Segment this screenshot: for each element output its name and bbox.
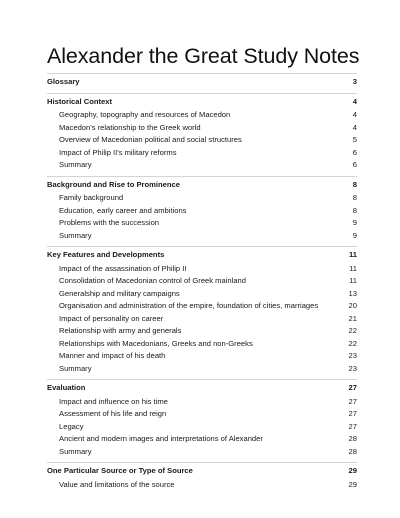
toc-entry-page-number: 21 bbox=[348, 313, 357, 323]
toc-entry-page-number: 11 bbox=[349, 263, 357, 273]
toc-entry-label: Geography, topography and resources of Macedon bbox=[59, 110, 231, 119]
toc-entry-row[interactable] bbox=[47, 396, 357, 409]
toc-entry-page-number: 9 bbox=[352, 218, 357, 227]
toc-entry-page-number: 8 bbox=[352, 193, 357, 202]
toc-entry-label: Legacy bbox=[59, 421, 84, 431]
toc-entry-row[interactable] bbox=[47, 288, 357, 301]
toc-heading-row[interactable] bbox=[47, 96, 357, 109]
toc-entry-page-number: 20 bbox=[348, 301, 357, 310]
toc-entry-row[interactable] bbox=[47, 313, 357, 326]
toc-heading-page-number: 27 bbox=[348, 383, 357, 392]
toc-entry-page-number: 22 bbox=[348, 326, 357, 335]
toc-entry-row[interactable] bbox=[47, 446, 357, 459]
toc-entry-label: Problems with the succession bbox=[59, 218, 160, 227]
toc-entry-row[interactable] bbox=[47, 134, 357, 147]
toc-section bbox=[47, 379, 357, 458]
table-of-contents bbox=[47, 73, 357, 495]
toc-entry-row[interactable] bbox=[47, 338, 357, 351]
toc-entry-label: Manner and impact of his death bbox=[59, 351, 166, 360]
toc-heading-page-number: 29 bbox=[348, 466, 357, 475]
toc-entry-page-number: 22 bbox=[348, 338, 357, 348]
toc-entry-page-number: 6 bbox=[352, 160, 357, 169]
toc-entry-row[interactable] bbox=[47, 109, 357, 122]
toc-entry-row[interactable] bbox=[47, 421, 357, 434]
toc-entry-label: Relationships with Macedonians, Greeks and non-Greeks bbox=[59, 338, 253, 348]
toc-entry-label: Impact and influence on his time bbox=[59, 396, 168, 406]
toc-entry-page-number: 23 bbox=[348, 363, 357, 373]
toc-entry-label: Macedon's relationship to the Greek world bbox=[59, 122, 201, 132]
toc-heading-row[interactable] bbox=[47, 179, 357, 192]
toc-entry-label: Generalship and military campaigns bbox=[59, 288, 180, 298]
toc-entry-page-number: 27 bbox=[348, 409, 357, 418]
toc-entry-label: Summary bbox=[59, 230, 92, 240]
toc-section bbox=[47, 93, 357, 172]
toc-entry-label: Relationship with army and generals bbox=[59, 326, 182, 335]
toc-heading-row[interactable] bbox=[47, 382, 357, 395]
toc-entry-page-number: 13 bbox=[348, 288, 357, 298]
toc-heading-label: Glossary bbox=[47, 77, 80, 86]
toc-heading-label: Background and Rise to Prominence bbox=[47, 179, 180, 189]
toc-entry-row[interactable] bbox=[47, 192, 357, 205]
toc-entry-row[interactable] bbox=[47, 408, 357, 421]
toc-entry-label: Summary bbox=[59, 446, 92, 456]
toc-section bbox=[47, 176, 357, 243]
toc-entry-page-number: 9 bbox=[352, 230, 357, 240]
toc-entry-label: Education, early career and ambitions bbox=[59, 205, 187, 215]
toc-entry-label: Summary bbox=[59, 363, 92, 373]
toc-entry-page-number: 29 bbox=[348, 479, 357, 489]
toc-entry-label: Organisation and administration of the empire, foundation of cities, marriages bbox=[59, 301, 319, 310]
toc-entry-row[interactable] bbox=[47, 433, 357, 446]
toc-heading-label: One Particular Source or Type of Source bbox=[47, 466, 193, 475]
toc-entry-page-number: 11 bbox=[349, 276, 357, 285]
toc-entry-page-number: 28 bbox=[348, 434, 357, 443]
toc-heading-label: Evaluation bbox=[47, 383, 86, 392]
toc-entry-row[interactable] bbox=[47, 147, 357, 160]
toc-heading-page-number: 8 bbox=[352, 179, 357, 189]
toc-entry-row[interactable] bbox=[47, 300, 357, 313]
toc-entry-label: Impact of personality on career bbox=[59, 313, 164, 323]
toc-entry-row[interactable] bbox=[47, 205, 357, 218]
toc-entry-page-number: 8 bbox=[352, 205, 357, 215]
toc-entry-row[interactable] bbox=[47, 217, 357, 230]
toc-entry-page-number: 27 bbox=[348, 421, 357, 431]
toc-heading-page-number: 3 bbox=[352, 77, 357, 86]
toc-entry-label: Ancient and modern images and interpretations of Alexander bbox=[59, 434, 263, 443]
toc-heading-row[interactable] bbox=[47, 465, 357, 478]
page-title: Alexander the Great Study Notes bbox=[47, 44, 360, 68]
toc-entry-page-number: 6 bbox=[352, 147, 357, 157]
toc-entry-row[interactable] bbox=[47, 350, 357, 363]
toc-section bbox=[47, 462, 357, 491]
toc-entry-page-number: 23 bbox=[348, 351, 357, 360]
toc-heading-page-number: 11 bbox=[348, 250, 357, 259]
toc-heading-page-number: 4 bbox=[352, 96, 357, 106]
toc-entry-row[interactable] bbox=[47, 122, 357, 135]
toc-heading-label: Historical Context bbox=[47, 96, 112, 106]
toc-entry-page-number: 27 bbox=[348, 396, 357, 406]
toc-entry-page-number: 28 bbox=[348, 446, 357, 456]
toc-heading-row[interactable] bbox=[47, 76, 357, 89]
toc-entry-label: Family background bbox=[59, 193, 124, 202]
toc-entry-row[interactable] bbox=[47, 230, 357, 243]
toc-entry-label: Summary bbox=[59, 160, 92, 169]
toc-heading-label: Key Features and Developments bbox=[47, 250, 165, 259]
toc-entry-page-number: 5 bbox=[352, 135, 357, 144]
toc-entry-label: Consolidation of Macedonian control of Greek mainland bbox=[59, 276, 246, 285]
toc-entry-label: Overview of Macedonian political and social structures bbox=[59, 135, 242, 144]
toc-section bbox=[47, 246, 357, 375]
toc-entry-row[interactable] bbox=[47, 159, 357, 172]
toc-entry-row[interactable] bbox=[47, 263, 357, 276]
toc-entry-label: Impact of the assassination of Philip II bbox=[59, 263, 187, 273]
toc-entry-label: Assessment of his life and reign bbox=[59, 409, 167, 418]
toc-section bbox=[47, 73, 357, 89]
toc-entry-page-number: 4 bbox=[352, 122, 357, 132]
toc-heading-row[interactable] bbox=[47, 249, 357, 262]
toc-entry-label: Value and limitations of the source bbox=[59, 479, 175, 489]
toc-entry-label: Impact of Philip II's military reforms bbox=[59, 147, 177, 157]
toc-entry-row[interactable] bbox=[47, 275, 357, 288]
toc-entry-page-number: 4 bbox=[352, 110, 357, 119]
toc-entry-row[interactable] bbox=[47, 363, 357, 376]
toc-entry-row[interactable] bbox=[47, 479, 357, 492]
toc-entry-row[interactable] bbox=[47, 325, 357, 338]
